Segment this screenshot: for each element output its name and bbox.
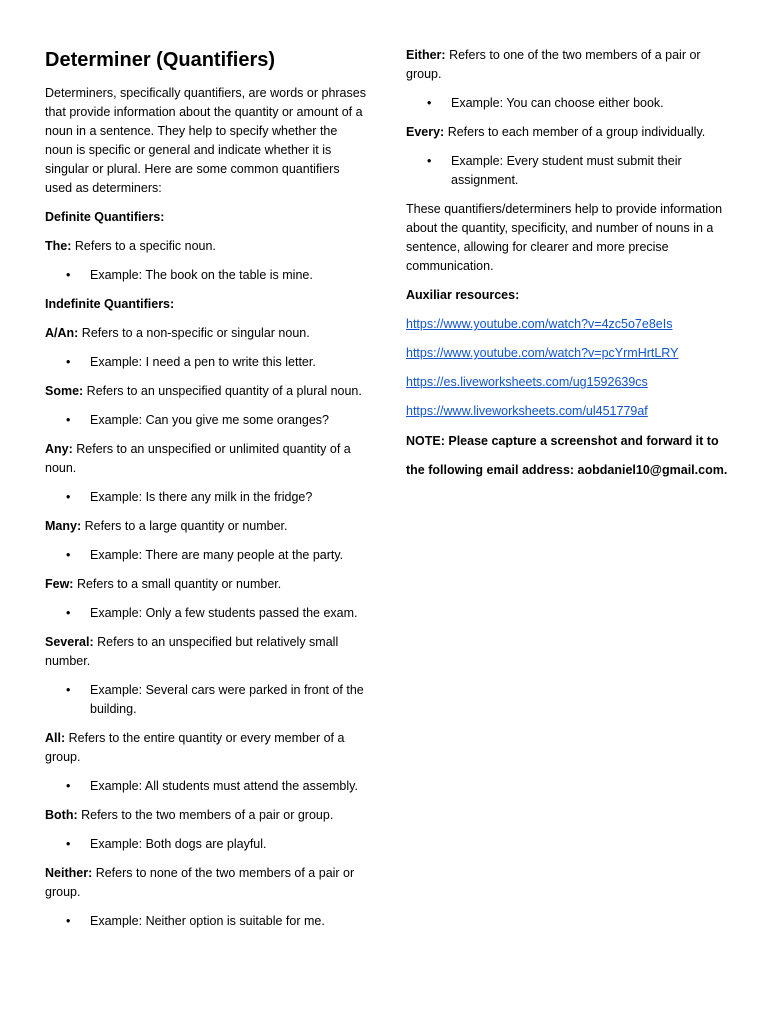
example-text: Example: There are many people at the party. bbox=[90, 548, 344, 562]
note-line-1: NOTE: Please capture a screenshot and forward it to bbox=[406, 434, 719, 448]
entry-definition: Refers to one of the two members of a pair or group. bbox=[406, 48, 701, 81]
example-text: Example: All students must attend the assembly. bbox=[90, 779, 358, 793]
example-text: Example: Both dogs are playful. bbox=[90, 837, 267, 851]
example-item bbox=[406, 152, 731, 190]
entry-some bbox=[45, 382, 367, 401]
bullet-icon: • bbox=[66, 837, 71, 851]
entry-term: A/An: bbox=[45, 326, 79, 340]
resource-link-liveworksheets[interactable]: https://www.liveworksheets.com/ul451779af bbox=[406, 404, 648, 418]
entry-any bbox=[45, 440, 367, 478]
example-list bbox=[45, 411, 367, 430]
resource-link-liveworksheets-es[interactable]: https://es.liveworksheets.com/ug1592639cs bbox=[406, 375, 648, 389]
entry-term: Some: bbox=[45, 384, 84, 398]
example-item bbox=[45, 266, 367, 285]
note-line-2: the following email address: aobdaniel10@gmail.com. bbox=[406, 463, 728, 477]
entry-term: Every: bbox=[406, 125, 445, 139]
example-item bbox=[45, 353, 367, 372]
entry-either bbox=[406, 46, 731, 84]
example-list bbox=[45, 604, 367, 623]
definite-heading: Definite Quantifiers: bbox=[45, 210, 165, 224]
example-list bbox=[45, 266, 367, 285]
example-item bbox=[45, 777, 367, 796]
indefinite-heading: Indefinite Quantifiers: bbox=[45, 297, 175, 311]
left-column bbox=[45, 44, 367, 941]
example-item bbox=[45, 835, 367, 854]
entry-the bbox=[45, 237, 367, 256]
entry-term: All: bbox=[45, 731, 66, 745]
entry-all bbox=[45, 729, 367, 767]
entry-definition: Refers to a large quantity or number. bbox=[81, 519, 288, 533]
entry-term: Many: bbox=[45, 519, 82, 533]
example-list bbox=[45, 488, 367, 507]
entry-many bbox=[45, 517, 367, 536]
entry-definition: Refers to the entire quantity or every member of a group. bbox=[45, 731, 345, 764]
example-text: Example: Neither option is suitable for me. bbox=[90, 914, 325, 928]
bullet-icon: • bbox=[66, 413, 71, 427]
entry-definition: Refers to a specific noun. bbox=[71, 239, 216, 253]
bullet-icon: • bbox=[66, 548, 71, 562]
example-item bbox=[45, 546, 367, 565]
example-item bbox=[45, 681, 367, 719]
bullet-icon: • bbox=[66, 490, 71, 504]
entry-definition: Refers to the two members of a pair or group. bbox=[77, 808, 334, 822]
example-item bbox=[45, 604, 367, 623]
entry-term: Several: bbox=[45, 635, 94, 649]
bullet-icon: • bbox=[66, 914, 71, 928]
entry-definition: Refers to an unspecified but relatively small number. bbox=[45, 635, 339, 668]
example-list bbox=[45, 835, 367, 854]
bullet-icon: • bbox=[66, 355, 71, 369]
entry-term: Either: bbox=[406, 48, 446, 62]
example-item bbox=[45, 411, 367, 430]
bullet-icon: • bbox=[66, 683, 71, 697]
resource-link-row bbox=[406, 344, 731, 363]
example-list bbox=[406, 94, 731, 113]
entry-definition: Refers to a non-specific or singular noun. bbox=[78, 326, 310, 340]
bullet-icon: • bbox=[66, 779, 71, 793]
intro-paragraph: Determiners, specifically quantifiers, are words or phrases that provide information about the quantity or amount of a noun in a sentence. They help to specify whether the noun is specific or general and indicate whether it is singular or plural. Here are some common quantifiers used as determiners: bbox=[45, 86, 366, 195]
example-item bbox=[45, 912, 367, 931]
example-list bbox=[406, 152, 731, 190]
entry-few bbox=[45, 575, 367, 594]
example-list bbox=[45, 777, 367, 796]
example-text: Example: You can choose either book. bbox=[451, 96, 664, 110]
entry-definition: Refers to an unspecified or unlimited quantity of a noun. bbox=[45, 442, 351, 475]
note-paragraph bbox=[406, 427, 731, 485]
resource-link-row bbox=[406, 315, 731, 334]
example-list bbox=[45, 546, 367, 565]
entry-definition: Refers to none of the two members of a pair or group. bbox=[45, 866, 355, 899]
entry-term: Any: bbox=[45, 442, 73, 456]
example-text: Example: Can you give me some oranges? bbox=[90, 413, 330, 427]
example-list bbox=[45, 681, 367, 719]
entry-every bbox=[406, 123, 731, 142]
example-text: Example: Several cars were parked in front of the building. bbox=[90, 683, 364, 716]
entry-term: Few: bbox=[45, 577, 74, 591]
example-item bbox=[45, 488, 367, 507]
entry-a-an bbox=[45, 324, 367, 343]
resource-link-row bbox=[406, 402, 731, 421]
entry-definition: Refers to an unspecified quantity of a plural noun. bbox=[83, 384, 362, 398]
bullet-icon: • bbox=[427, 154, 432, 168]
entry-term: The: bbox=[45, 239, 72, 253]
page-title: Determiner (Quantifiers) bbox=[45, 49, 276, 71]
example-text: Example: I need a pen to write this letter. bbox=[90, 355, 316, 369]
example-list bbox=[45, 912, 367, 931]
entry-several bbox=[45, 633, 367, 671]
bullet-icon: • bbox=[66, 268, 71, 282]
entry-term: Both: bbox=[45, 808, 78, 822]
bullet-icon: • bbox=[66, 606, 71, 620]
entry-neither bbox=[45, 864, 367, 902]
bullet-icon: • bbox=[427, 96, 432, 110]
closing-paragraph: These quantifiers/determiners help to provide information about the quantity, specificity, and number of nouns in a sentence, allowing for clearer and more precise communication. bbox=[406, 202, 723, 273]
example-list bbox=[45, 353, 367, 372]
resource-link-youtube-2[interactable]: https://www.youtube.com/watch?v=pcYrmHrtLRY bbox=[406, 346, 679, 360]
example-text: Example: Is there any milk in the fridge? bbox=[90, 490, 313, 504]
right-column bbox=[406, 46, 731, 495]
resources-heading: Auxiliar resources: bbox=[406, 288, 520, 302]
resource-link-row bbox=[406, 373, 731, 392]
resource-link-youtube-1[interactable]: https://www.youtube.com/watch?v=4zc5o7e8eIs bbox=[406, 317, 673, 331]
example-text: Example: Only a few students passed the exam. bbox=[90, 606, 358, 620]
entry-term: Neither: bbox=[45, 866, 93, 880]
entry-both bbox=[45, 806, 367, 825]
example-text: Example: The book on the table is mine. bbox=[90, 268, 313, 282]
example-item bbox=[406, 94, 731, 113]
example-text: Example: Every student must submit their assignment. bbox=[451, 154, 682, 187]
entry-definition: Refers to a small quantity or number. bbox=[73, 577, 282, 591]
entry-definition: Refers to each member of a group individually. bbox=[444, 125, 706, 139]
